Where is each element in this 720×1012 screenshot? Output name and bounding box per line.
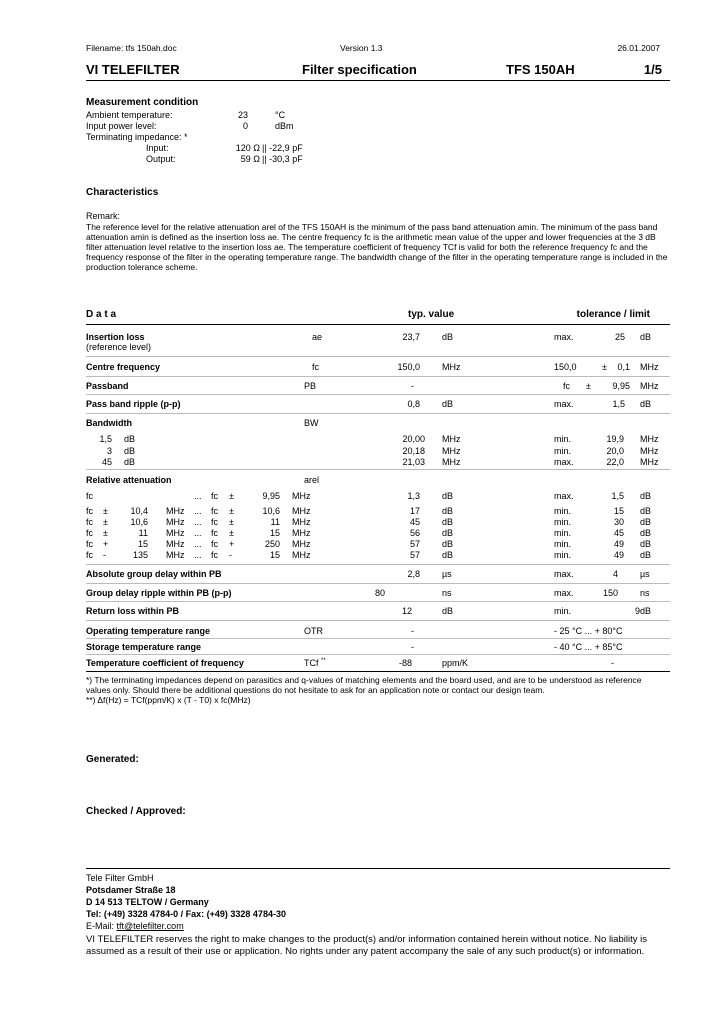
rel-att-u2: MHz [292,517,311,527]
centre-freq-tol-unit: MHz [640,362,659,372]
ambient-unit: °C [275,110,286,120]
return-loss-tol-kind: min. [554,606,572,616]
ambient-value: 23 [237,110,248,120]
op-temp-symbol: OTR [304,626,323,636]
output-value: 59 Ω [240,154,260,164]
rel-att-f1: fc [86,491,94,501]
bandwidth-tol-kind: min. [554,445,572,456]
disclaimer-2: assumed as a result of their use or application. No rights under any patent accompany the sale of any such product(s) or information. [86,946,645,957]
footer-city: D 14 513 TELTOW / Germany [86,897,209,907]
tc-freq-sup: ** [321,658,326,664]
bandwidth-level-unit: dB [124,434,136,444]
bandwidth-tol-unit: MHz [640,434,659,444]
rel-att-u1: MHz [166,517,185,527]
passband-tol-unit: MHz [640,381,659,391]
rel-att-s2: ± [229,491,234,501]
bandwidth-level-unit: dB [124,457,136,467]
rel-att-tol-unit: dB [640,491,652,501]
row-separator [86,413,670,414]
group-delay-tol-val: 4 [612,569,618,579]
power-value: 0 [242,121,248,131]
bandwidth-tol-val: 22,0 [606,457,624,467]
footer-company: Tele Filter GmbH [86,873,154,883]
rel-att-dots: ... [194,528,202,538]
rel-att-f2: fc [211,506,219,516]
passband-tol-pm: ± [586,381,591,391]
ripple-unit: dB [442,399,454,409]
rel-att-v2: 11 [270,517,280,527]
bandwidth-tol-val: 20,0 [606,445,624,456]
rel-att-unit: dB [442,528,454,538]
rel-att-tol-kind: min. [554,517,572,527]
rel-att-v1: 10,4 [130,506,148,516]
op-temp-tol: - 25 °C ... + 80°C [554,626,623,636]
group-delay-unit: µs [442,569,452,579]
op-temp-label: Operating temperature range [86,626,211,636]
table-header-rule [86,324,670,325]
row-separator [86,601,670,602]
rel-att-u2: MHz [292,506,311,516]
ripple-tol-unit: dB [640,399,652,409]
remark-label: Remark: [86,211,121,221]
tc-freq-typ: -88 [398,658,412,668]
row-separator [86,638,670,639]
logo [86,62,180,77]
passband-symbol: PB [304,381,317,391]
checked-label: Checked / Approved: [86,806,186,817]
input-cap: || -22,9 pF [262,143,303,153]
remark-line-3: filter attenuation level relative to the insertion loss ae. The temperature coefficient of frequency TCf is valid for both the reference frequency fc and the [86,242,648,252]
rel-att-unit: dB [442,539,454,549]
row-separator [86,394,670,395]
bandwidth-unit: MHz [442,457,461,467]
tc-freq-unit: ppm/K [442,658,469,668]
rel-att-s1: - [103,550,106,560]
rel-att-dots: ... [194,506,202,516]
footer-email-line [86,921,184,931]
group-delay-tol-unit: µs [640,569,650,579]
centre-freq-symbol: fc [312,362,320,372]
rel-att-s1: + [103,539,109,549]
header-rule [86,80,670,81]
centre-freq-tol-val: 0,1 [617,362,630,372]
return-loss-label: Return loss within PB [86,606,180,616]
company-name: TELEFILTER [101,62,180,77]
rel-att-unit: dB [442,506,454,516]
col-typ: typ. value [408,309,455,320]
bandwidth-tol-unit: MHz [640,445,659,456]
rel-att-s2: ± [229,528,234,538]
insertion-loss-tol-unit: dB [640,332,652,342]
rel-att-s2: ± [229,506,234,516]
input-label: Input: [146,143,169,153]
rel-att-tol-val: 45 [613,528,624,538]
return-loss-typ: 12 [401,606,412,616]
rel-att-typ: 17 [409,506,420,516]
centre-freq-unit: MHz [442,362,461,372]
rel-att-v1: 11 [138,528,148,538]
gd-ripple-label: Group delay ripple within PB (p-p) [86,588,232,598]
rel-att-s1: ± [103,506,108,516]
rel-att-tol-kind: min. [554,506,572,516]
rel-att-f1: fc [86,539,94,549]
bandwidth-level: 45 [101,457,112,467]
rel-att-typ: 56 [409,528,420,538]
rel-att-v2: 15 [269,550,280,560]
footnote-2: values only. Should there be additional questions do not hesitate to ask for an application note or contact our design team. [86,685,545,695]
rel-att-tol-val: 49 [613,550,624,560]
rel-att-unit: dB [442,517,454,527]
bandwidth-level-unit: dB [124,445,136,456]
rel-att-f1: fc [86,517,94,527]
storage-temp-tol: - 40 °C ... + 85°C [554,642,623,652]
ripple-tol-val: 1,5 [612,399,625,409]
rel-att-symbol: arel [304,475,320,485]
rel-att-typ: 1,3 [407,491,420,501]
logo-vi: VI [86,62,99,77]
rel-att-tol-val: 1,5 [611,491,624,501]
rel-att-tol-kind: min. [554,528,572,538]
rel-att-f2: fc [211,539,219,549]
filename: Filename: tfs 150ah.doc [86,43,177,53]
rel-att-v1: 10,6 [130,517,148,527]
insertion-loss-unit: dB [442,332,454,342]
rel-att-tol-val: 49 [613,539,624,549]
passband-typ: - [411,381,414,391]
footnote-1: *) The terminating impedances depend on parasitics and q-values of matching elements and the board used, and are to be understood as reference [86,675,642,685]
part-number: TFS 150AH [506,62,575,77]
group-delay-tol-kind: max. [554,569,574,579]
email-link[interactable]: tft@telefilter.com [116,921,184,931]
centre-freq-typ: 150,0 [397,362,420,372]
rel-att-s1: ± [103,517,108,527]
rel-att-u2: MHz [292,528,311,538]
doc-title: Filter specification [302,62,417,77]
remark-line-1: The reference level for the relative attenuation arel of the TFS 150AH is the minimum of the pass band attenuation amin. The minimum of the pass band [86,222,658,232]
group-delay-typ: 2,8 [407,569,420,579]
rel-att-v2: 9,95 [262,491,280,501]
rel-att-u2: MHz [292,550,311,560]
rel-att-v1: 15 [137,539,148,549]
row-separator [86,376,670,377]
rel-att-f2: fc [211,550,219,560]
row-separator [86,583,670,584]
gd-ripple-tol-val: 150 [602,588,618,598]
power-label: Input power level: [86,121,157,131]
rel-att-f1: fc [86,506,94,516]
bandwidth-tol-unit: MHz [640,457,659,467]
passband-tol-a: fc [563,381,571,391]
version: Version 1.3 [340,43,383,53]
term-label: Terminating impedance: * [86,132,188,142]
rel-att-tol-kind: max. [554,491,574,501]
bandwidth-unit: MHz [442,445,461,456]
rel-att-u1: MHz [166,528,185,538]
rel-att-dots: ... [194,539,202,549]
bandwidth-level: 3 [106,445,112,456]
generated-label: Generated: [86,754,139,765]
insertion-loss-sub: (reference level) [86,342,152,352]
insertion-loss-symbol: ae [312,332,323,342]
characteristics-heading: Characteristics [86,187,159,198]
insertion-loss-typ: 23,7 [402,332,420,342]
bandwidth-tol-kind: min. [554,434,572,444]
output-cap: || -30,3 pF [262,154,303,164]
tc-freq-label: Temperature coefficient of frequency [86,658,244,668]
bandwidth-level: 1,5 [99,434,112,444]
remark-line-2: attenuation amin is defined as the insertion loss ae. The centre frequency fc is the arithmetic mean value of the upper and lower frequencies at the 3 dB [86,232,656,242]
bandwidth-typ: 20,18 [402,445,425,456]
gd-ripple-tol-unit: ns [640,588,650,598]
rel-att-f1: fc [86,550,94,560]
centre-freq-tol-a: 150,0 [554,362,577,372]
centre-freq-tol-pm: ± [602,362,607,372]
rel-att-tol-kind: min. [554,550,572,560]
email-label: E-Mail: [86,921,115,931]
bandwidth-symbol: BW [304,418,319,428]
rel-att-tol-unit: dB [640,539,652,549]
passband-label: Passband [86,381,129,391]
storage-temp-typ: - [411,642,414,652]
row-separator [86,356,670,357]
power-unit: dBm [275,121,294,131]
rel-att-unit: dB [442,491,454,501]
rel-att-tol-unit: dB [640,506,652,516]
ripple-label: Pass band ripple (p-p) [86,399,181,409]
remark-line-5: production tolerance scheme. [86,262,198,272]
rel-att-tol-kind: min. [554,539,572,549]
tc-freq-tol: - [611,658,614,668]
rel-att-label: Relative attenuation [86,475,172,485]
insertion-loss-tol-val: 25 [614,332,625,342]
gd-ripple-unit: ns [442,588,452,598]
output-label: Output: [146,154,176,164]
rel-att-s1: ± [103,528,108,538]
bandwidth-tol-val: 19,9 [606,434,624,444]
rel-att-tol-unit: dB [640,528,652,538]
row-separator [86,620,670,621]
rel-att-dots: ... [194,491,202,501]
rel-att-s2: + [229,539,235,549]
ripple-typ: 0,8 [407,399,420,409]
col-tol: tolerance / limit [576,309,650,320]
tc-freq-symbol [304,658,326,668]
rel-att-u1: MHz [166,539,185,549]
row-separator [86,564,670,565]
measurement-heading: Measurement condition [86,97,199,108]
ambient-label: Ambient temperature: [86,110,173,120]
rel-att-tol-val: 30 [613,517,624,527]
rel-att-typ: 57 [409,539,420,549]
rel-att-dots: ... [194,550,202,560]
return-loss-tol-val: 9 [634,606,640,616]
footnote-3: **) Δf(Hz) = TCf(ppm/K) x (T - T0) x fc(MHz) [86,695,251,705]
return-loss-tol-unit: dB [640,606,652,616]
rel-att-v1: 135 [132,550,148,560]
insertion-loss-label: Insertion loss [86,332,145,342]
bandwidth-label: Bandwidth [86,418,132,428]
rel-att-dots: ... [194,517,202,527]
footer-rule [86,868,670,869]
rel-att-f1: fc [86,528,94,538]
rel-att-v2: 10,6 [262,506,280,516]
input-value: 120 Ω [235,143,260,153]
passband-tol-val: 9,95 [612,381,630,391]
storage-temp-label: Storage temperature range [86,642,202,652]
rel-att-tol-val: 15 [613,506,624,516]
bandwidth-tol-kind: max. [554,457,574,467]
rel-att-s2: - [229,550,232,560]
rel-att-typ: 57 [409,550,420,560]
date: 26.01.2007 [617,43,660,53]
remark-line-4: frequency response of the filter in the operating temperature range. The bandwidth change of the filter in the operating temperature range is included in the [86,252,668,262]
table-bottom-rule [86,671,670,672]
rel-att-f2: fc [211,491,219,501]
bandwidth-unit: MHz [442,434,461,444]
rel-att-tol-unit: dB [640,550,652,560]
disclaimer-1: VI TELEFILTER reserves the right to make changes to the product(s) and/or information contained herein without notice. No liability is [86,934,647,945]
rel-att-u2: MHz [292,539,311,549]
tc-freq-sym: TCf [304,658,319,668]
centre-freq-label: Centre frequency [86,362,161,372]
bandwidth-typ: 20,00 [402,434,425,444]
row-separator [86,654,670,655]
group-delay-label: Absolute group delay within PB [86,569,222,579]
op-temp-typ: - [411,626,414,636]
col-data: D a t a [86,309,117,320]
rel-att-f2: fc [211,517,219,527]
rel-att-u1: MHz [166,550,185,560]
rel-att-s2: ± [229,517,234,527]
page-number: 1/5 [643,62,662,77]
footer-phone: Tel: (+49) 3328 4784-0 / Fax: (+49) 3328 4784-30 [86,909,286,919]
insertion-loss-tol-kind: max. [554,332,574,342]
bandwidth-typ: 21,03 [402,457,425,467]
return-loss-unit: dB [442,606,454,616]
rel-att-v2: 15 [269,528,280,538]
rel-att-u1: MHz [166,506,185,516]
ripple-tol-kind: max. [554,399,574,409]
rel-att-f2: fc [211,528,219,538]
footer-street: Potsdamer Straße 18 [86,885,176,895]
gd-ripple-typ: 80 [374,588,385,598]
rel-att-v2: 250 [264,539,280,549]
rel-att-unit: dB [442,550,454,560]
rel-att-typ: 45 [409,517,420,527]
rel-att-tol-unit: dB [640,517,652,527]
gd-ripple-tol-kind: max. [554,588,574,598]
row-separator [86,469,670,470]
rel-att-u2: MHz [292,491,311,501]
